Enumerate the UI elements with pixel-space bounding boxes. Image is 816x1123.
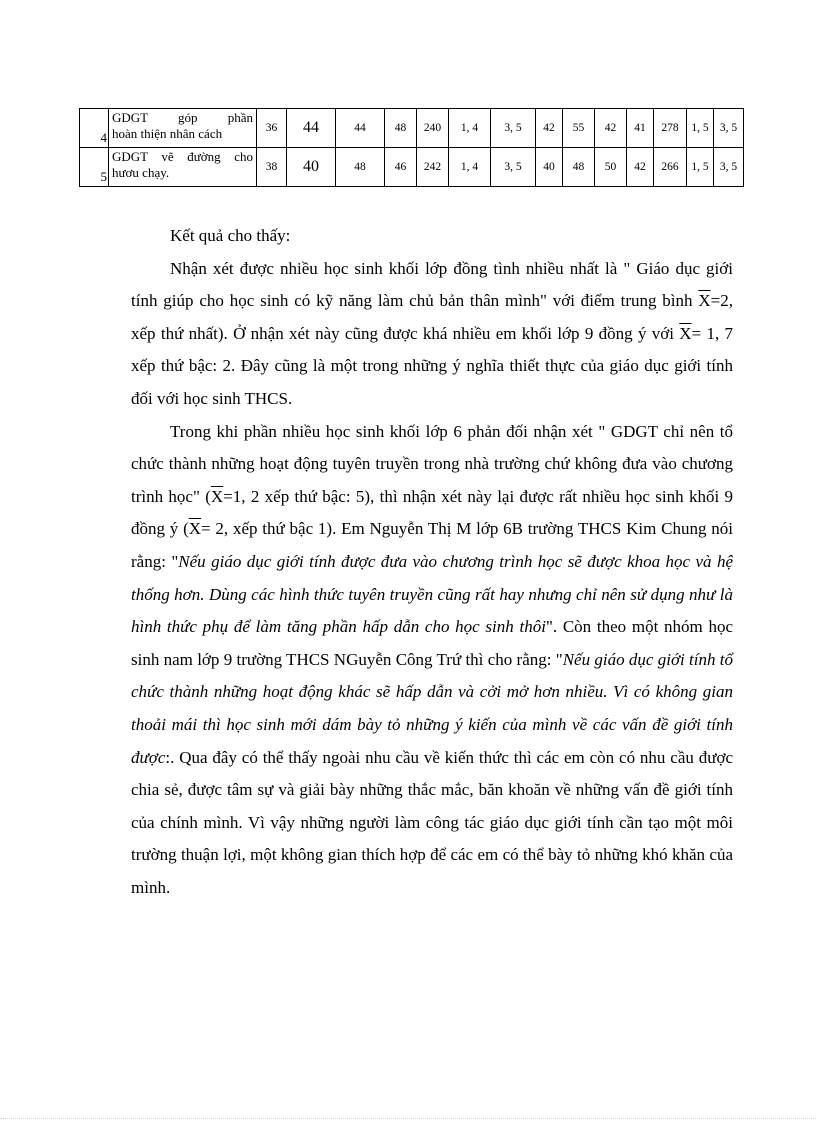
table-cell: 3, 5 [714, 109, 744, 148]
table-cell: 240 [417, 109, 449, 148]
mean-symbol: $\overline{X}$ [698, 291, 711, 311]
table-cell: 42 [536, 109, 563, 148]
table-cell: 55 [563, 109, 595, 148]
body-text [131, 220, 733, 904]
table-cell: 38 [257, 148, 287, 187]
text-span: Trong khi phần nhiều học sinh khối lớp 6 phản đối nhận xét " GDGT chỉ nên tổ chức thành những hoạt động tuyên truyền trong nhà trường chứ không đưa vào chương trình học" ( [131, 421, 733, 506]
row-description-line: hươu chạy. [112, 165, 170, 180]
table-cell: 42 [627, 148, 654, 187]
table-cell: 36 [257, 109, 287, 148]
table-cell: 1, 5 [687, 109, 714, 148]
table-cell: 242 [417, 148, 449, 187]
row-description-line: GDGT vẽ đường cho [112, 149, 253, 164]
row-description-line: GDGT góp phần [112, 110, 253, 125]
mean-symbol: $\overline{X}$ [210, 486, 224, 506]
text-span: =2, xếp thứ nhất). Ở nhận xét này cũng được khá nhiều em khối lớp 9 đồng ý với [131, 291, 733, 343]
table-cell: 46 [385, 148, 417, 187]
mean-symbol: $\overline{X}$ [188, 519, 202, 539]
row-description-line: hoàn thiện nhân cách [112, 126, 223, 141]
table-cell: 266 [654, 148, 687, 187]
table-cell: 41 [627, 109, 654, 148]
table-cell: 3, 5 [491, 109, 536, 148]
paragraph-findings-1 [131, 253, 733, 416]
text-span: = 1, 7 xếp thứ bậc: 2. Đây cũng là một trong những ý nghĩa thiết thực của giáo dục giới tính đối với học sinh THCS. [131, 323, 734, 408]
text-span: :. Qua đây có thể thấy ngoài nhu cầu về kiến thức thì các em còn có nhu cầu được chia sẻ, được tâm sự và giải bày những thắc mắc, băn khoăn về những vấn đề giới tính của chính mình. Vì vậy những người làm công tác giáo dục giới tính cần tạo một môi trường thuận lợi, một không gian thích hợp để các em có thể bày tỏ những khó khăn của mình. [131, 747, 733, 897]
table-cell: 48 [385, 109, 417, 148]
row-index: 4 [80, 109, 109, 148]
paragraph-intro: Kết quả cho thấy: [170, 226, 291, 245]
table-cell: 50 [595, 148, 627, 187]
survey-results-table [79, 108, 744, 187]
text-span: Nhận xét được nhiều học sinh khối lớp đồng tình nhiều nhất là " Giáo dục giới tính giúp cho học sinh có kỹ năng làm chủ bản thân mình" với điểm trung bình [131, 258, 733, 311]
table-cell: 44 [336, 109, 385, 148]
table-cell: 1, 4 [449, 109, 491, 148]
table-cell: 1, 4 [449, 148, 491, 187]
row-index: 5 [80, 148, 109, 187]
text-span: =1, 2 xếp thứ bậc: 5), thì nhận xét này lại được rất nhiều học sinh khối 9 đồng ý ( [131, 486, 733, 539]
row-description [109, 148, 257, 187]
text-span: ". Còn theo một nhóm học sinh nam lớp 9 trường THCS NGuyễn Công Trứ thì cho rằng: " [131, 617, 733, 669]
table-cell: 40 [536, 148, 563, 187]
table-cell: 1, 5 [687, 148, 714, 187]
table-cell: 48 [336, 148, 385, 187]
table-cell: 3, 5 [491, 148, 536, 187]
row-description [109, 109, 257, 148]
table-row [80, 148, 744, 187]
page-bottom-divider [0, 1118, 816, 1119]
table-cell: 44 [287, 109, 336, 148]
table-cell: 40 [287, 148, 336, 187]
table-cell: 48 [563, 148, 595, 187]
table-cell: 3, 5 [714, 148, 744, 187]
table-cell: 278 [654, 109, 687, 148]
table-row [80, 109, 744, 148]
quote-student-m: Nếu giáo dục giới tính được đưa vào chương trình học sẽ được khoa học và hệ thống hơn. Dùng các hình thức tuyên truyền cũng rất hay nhưng chỉ nên sử dụng như là hình thức phụ để làm tăng phần hấp dẫn cho học sinh thôi [131, 551, 734, 637]
paragraph-findings-2 [131, 416, 733, 905]
text-span: = 2, xếp thứ bậc 1). Em Nguyễn Thị M lớp 6B trường THCS Kim Chung nói rằng: " [131, 519, 733, 571]
quote-student-group: Nếu giáo dục giới tính tổ chức thành những hoạt động khác sẽ hấp dẫn và cởi mở hơn nhiều. Vì có không gian thoải mái thì học sinh mới dám bày tỏ những ý kiến của mình về các vấn đề giới tính được [131, 649, 733, 767]
table-cell: 42 [595, 109, 627, 148]
mean-symbol: $\overline{X}$ [679, 323, 692, 343]
